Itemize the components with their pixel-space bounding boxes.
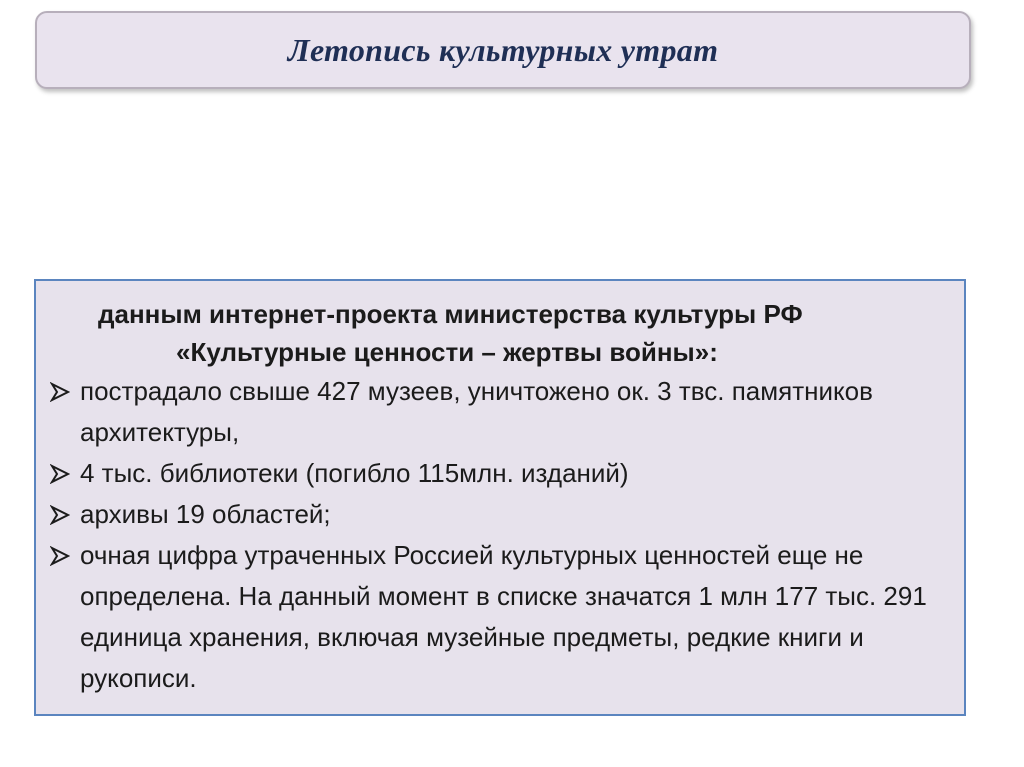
bullet-text: 4 тыс. библиотеки (погибло 115млн. изданий) (80, 458, 629, 488)
arrowhead-bullet-icon (50, 453, 80, 494)
bullet-text: очная цифра утраченных Россией культурных ценностей еще не определена. На данный момент в списке значатся 1 млн 177 тыс. 291 единица хранения, включая музейные предметы, редкие книги и рукописи. (80, 540, 927, 693)
content-box (34, 279, 966, 716)
bullet-list (50, 371, 944, 699)
intro-line-2: «Культурные ценности – жертвы войны»: (176, 337, 718, 367)
arrowhead-bullet-icon (50, 494, 80, 535)
bullet-item (50, 371, 944, 453)
bullet-item (50, 453, 944, 494)
title-box (35, 11, 971, 89)
bullet-item (50, 494, 944, 535)
intro-line-1: данным интернет-проекта министерства культуры РФ (98, 299, 803, 329)
arrowhead-bullet-icon (50, 371, 80, 412)
arrowhead-bullet-icon (50, 535, 80, 576)
bullet-text: пострадало свыше 427 музеев, уничтожено ок. 3 твс. памятников архитектуры, (80, 376, 873, 447)
bullet-item (50, 535, 944, 699)
slide-title: Летопись культурных утрат (287, 31, 719, 68)
bullet-text: архивы 19 областей; (80, 499, 331, 529)
